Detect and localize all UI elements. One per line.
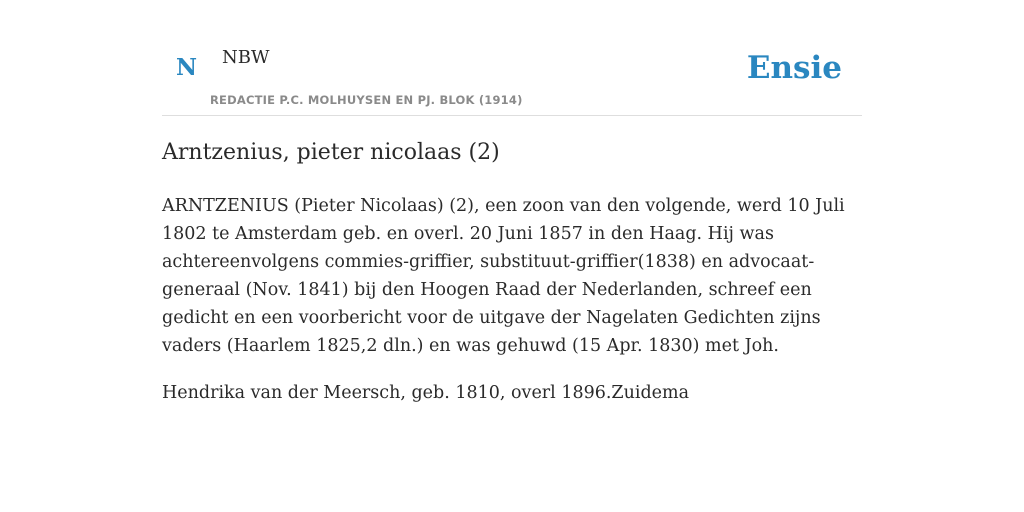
article-paragraph: Hendrika van der Meersch, geb. 1810, overl 1896.Zuidema <box>162 383 690 403</box>
page-header <box>162 36 862 116</box>
source-editors: REDACTIE P.C. MOLHUYSEN EN PJ. BLOK (1914) <box>210 93 523 107</box>
source-name[interactable]: NBW <box>222 47 270 68</box>
article-paragraph: ARNTZENIUS (Pieter Nicolaas) (2), een zoon van den volgende, werd 10 Juli 1802 te Amsterdam geb. en overl. 20 Juni 1857 in den Haag. Hij was achtereenvolgens commies-griffier, substituut-griffier(1838) en advocaat-generaal (Nov. 1841) bij den Hoogen Raad der Nederlanden, schreef een gedicht en een voorbericht voor de uitgave der Nagelaten Gedichten zijns vaders (Haarlem 1825,2 dln.) en was gehuwd (15 Apr. 1830) met Joh. <box>162 196 845 356</box>
brand-logo-link[interactable]: Ensie <box>746 50 842 86</box>
article-body <box>162 192 862 426</box>
source-logo[interactable]: N <box>176 54 198 81</box>
article-title: Arntzenius, pieter nicolaas (2) <box>162 140 500 165</box>
